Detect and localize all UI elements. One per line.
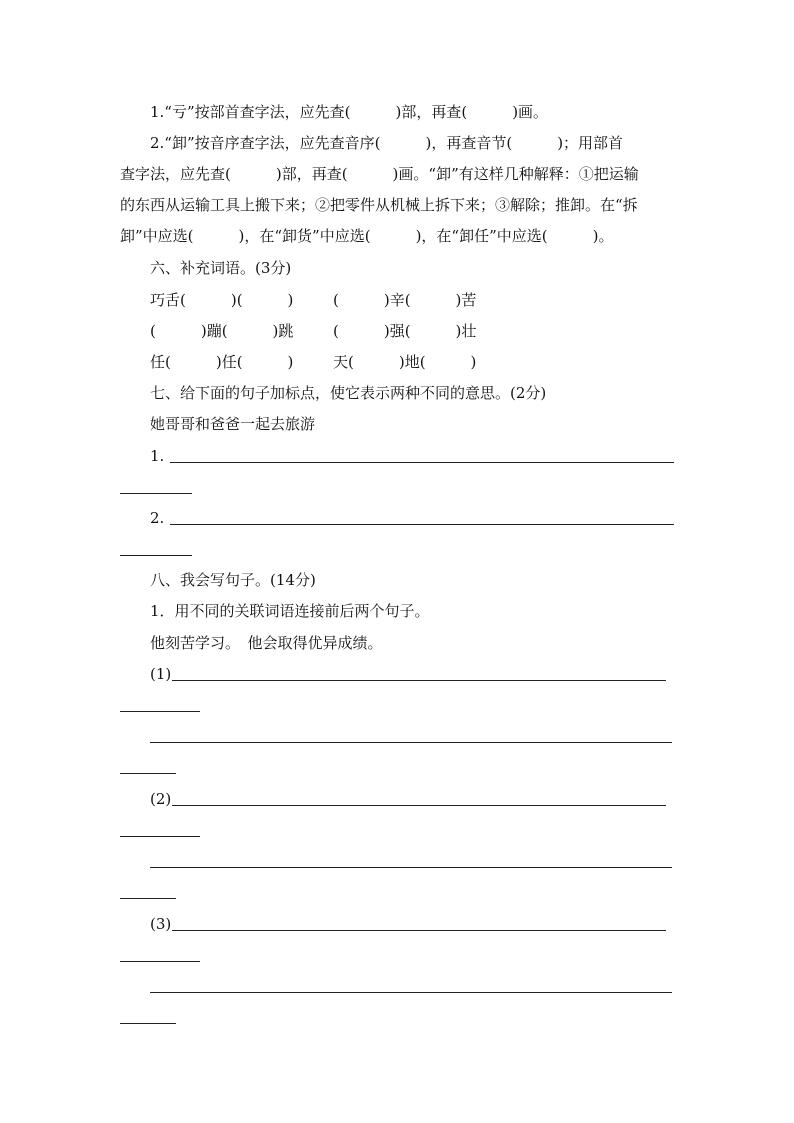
q7-sentence: 她哥哥和爸爸一起去旅游 <box>150 415 316 433</box>
q5-item2-line1: 2.“卸”按音序查字法，应先查音序( )，再查音节( )；用部首 <box>150 134 624 152</box>
q8-heading: 八、我会写句子。(14分) <box>150 571 316 589</box>
q6-row1-b: ( )辛( )苦 <box>333 291 477 309</box>
q5-item2-line3: 的东西从运输工具上搬下来；②把零件从机械上拆下来；③解除；推卸。在“拆 <box>120 196 638 214</box>
q8-sentence: 他刻苦学习。 他会取得优异成绩。 <box>150 634 383 652</box>
q8-answer2-line-cont[interactable] <box>120 836 200 837</box>
q5-item2-line2: 查字法，应先查( )部，再查( )画。“卸”有这样几种解释：①把运输 <box>120 165 639 183</box>
q7-answer1-label: 1. <box>150 447 165 465</box>
q8-answer1-line-cont[interactable] <box>120 711 200 712</box>
q6-row1-a: 巧舌( )( ) <box>150 291 294 309</box>
q8-answer3-line2-cont[interactable] <box>120 1023 176 1024</box>
q8-answer2-label: (2) <box>150 790 172 808</box>
q8-answer3-line-cont[interactable] <box>120 961 200 962</box>
q7-answer1-line-cont[interactable] <box>120 493 192 494</box>
q8-answer1-line[interactable] <box>172 680 666 681</box>
q8-answer3-label: (3) <box>150 915 172 933</box>
q7-answer2-line-cont[interactable] <box>120 555 192 556</box>
q8-answer2-line[interactable] <box>172 805 666 806</box>
q6-row2-b: ( )强( )壮 <box>333 322 477 340</box>
q5-item1: 1.“亏”按部首查字法，应先查( )部，再查( )画。 <box>150 103 549 121</box>
q8-answer1-line2-cont[interactable] <box>120 773 176 774</box>
q8-answer2-line2-cont[interactable] <box>120 898 176 899</box>
q8-answer3-line2[interactable] <box>150 992 672 993</box>
q6-heading: 六、补充词语。(3分) <box>150 259 292 277</box>
q8-answer1-label: (1) <box>150 665 172 683</box>
q7-heading: 七、给下面的句子加标点，使它表示两种不同的意思。(2分) <box>150 384 547 402</box>
q8-sub1: 1．用不同的关联词语连接前后两个句子。 <box>150 602 430 620</box>
q8-answer2-line2[interactable] <box>150 867 672 868</box>
q7-answer2-label: 2. <box>150 509 165 527</box>
q6-row3-a: 任( )任( ) <box>150 353 294 371</box>
q8-answer3-line[interactable] <box>172 930 666 931</box>
q7-answer1-line[interactable] <box>170 462 674 463</box>
q6-row2-a: ( )蹦( )跳 <box>150 322 294 340</box>
q6-row3-b: 天( )地( ) <box>333 353 477 371</box>
q5-item2-line4: 卸”中应选( )，在“卸货”中应选( )，在“卸任”中应选( )。 <box>120 227 614 245</box>
q8-answer1-line2[interactable] <box>150 742 672 743</box>
q7-answer2-line[interactable] <box>170 524 674 525</box>
